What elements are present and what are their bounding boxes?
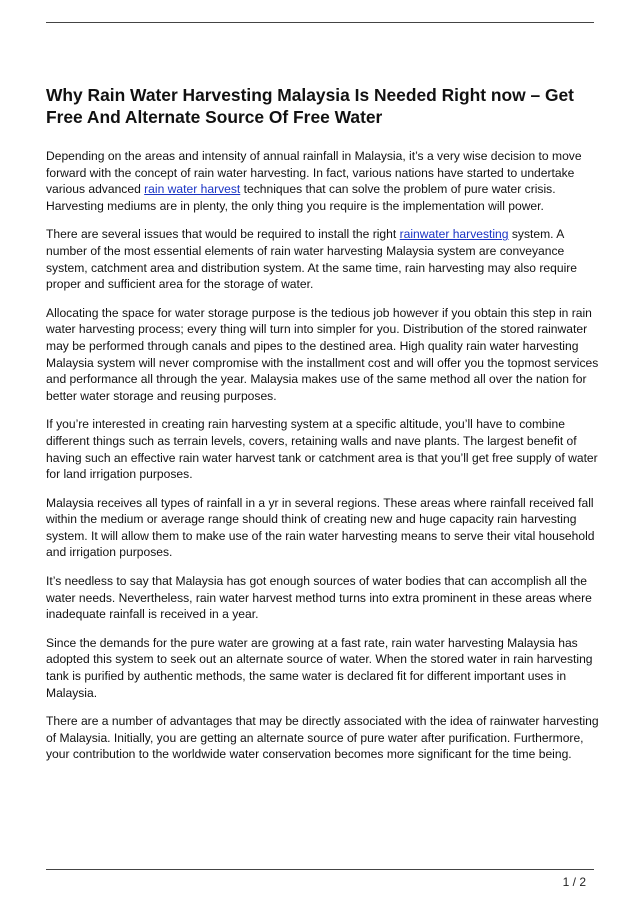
footer-rule [46, 869, 594, 870]
paragraph-4: If you’re interested in creating rain harvesting system at a specific altitude, you’ll have to combine different things such as terrain levels, covers, retaining walls and nave plants. The largest benefit of having such an effective rain water harvest tank or catchment area is that you’ll get free supply of water for land irrigation purposes. [46, 417, 598, 482]
paragraph-8: There are a number of advantages that may be directly associated with the idea of rainwater harvesting of Malaysia. Initially, you are getting an alternate source of pure water after purification. Furthermore, your contribution to the worldwide water conservation becomes more significant for the time being. [46, 714, 599, 762]
paragraph-2 [46, 226, 602, 292]
paragraph-1-text-before: Depending on the areas and intensity of annual rainfall in Malaysia, it’s a very wise decision to move forward with the concept of rain water harvesting. In fact, various nations have started to undertake various advanced [46, 149, 582, 197]
paragraph-7: Since the demands for the pure water are growing at a fast rate, rain water harvesting Malaysia has adopted this system to seek out an alternate source of water. When the stored water in rain harvesting tank is purified by authentic methods, the same water is declared fit for different important uses in Malaysia. [46, 635, 593, 700]
paragraph-1 [46, 148, 602, 214]
paragraph-1-text-after: techniques that can solve the problem of pure water crisis. Harvesting mediums are in plenty, the only thing you require is the implementation will power. [46, 182, 556, 213]
page-number: 1 / 2 [562, 875, 586, 889]
paragraph-5: Malaysia receives all types of rainfall in a yr in several regions. These areas where rainfall received fall within the medium or average range should think of creating new and huge capacity rain harvesting system. It will allow them to make use of the rain water harvesting means to serve their vital household and irrigation purposes. [46, 495, 595, 560]
header-rule [46, 22, 594, 23]
paragraph-6: It’s needless to say that Malaysia has got enough sources of water bodies that can accomplish all the water needs. Nevertheless, rain water harvest method turns into extra prominent in these areas where inadequate rainfall is received in a year. [46, 574, 592, 622]
rainwater-harvesting-link[interactable]: rainwater harvesting [399, 227, 509, 242]
article-body [46, 148, 602, 775]
paragraph-2-text-after: system. A number of the most essential elements of rain water harvesting Malaysia system are conveyance system, catchment area and distribution system. At the same time, rain harvesting may also require proper and sufficient area for the storage of water. [46, 227, 578, 292]
paragraph-2-text-before: There are several issues that would be required to install the right [46, 227, 400, 242]
page-title: Why Rain Water Harvesting Malaysia Is Needed Right now – Get Free And Alternate Source Of Free Water [46, 85, 574, 127]
paragraph-3: Allocating the space for water storage purpose is the tedious job however if you obtain this step in rain water harvesting process; every thing will turn into simpler for you. Distribution of the stored rainwater may be performed through canals and pipes to the destined area. High quality rain water harvesting Malaysia system will never compromise with the installment cost and will offer you the topmost services and performance all through the year. Malaysia makes use of the same method all over the nation for better water storage and reusing purposes. [46, 305, 599, 403]
rain-water-harvest-link[interactable]: rain water harvest [144, 182, 241, 197]
